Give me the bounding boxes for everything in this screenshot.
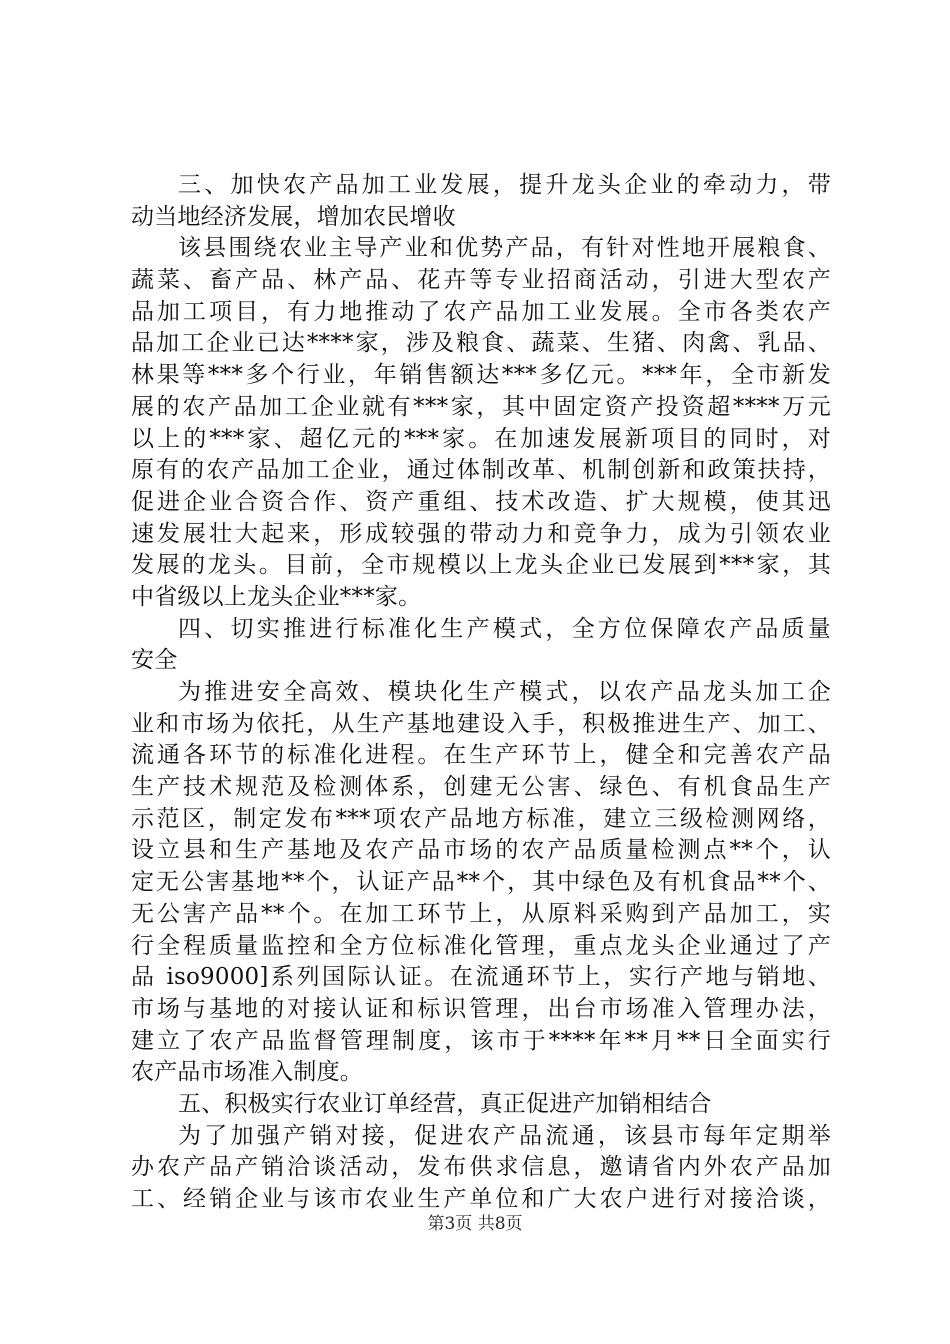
page-footer: 第3页 共8页 — [427, 1214, 523, 1234]
text-line: 原有的农产品加工企业，通过体制改革、机制创新和政策扶持， — [131, 457, 831, 484]
text-line: 四、切实推进行标准化生产模式，全方位保障农产品质量 — [178, 615, 831, 642]
text-line: 品加工企业已达****家，涉及粮食、蔬菜、生猪、肉禽、乳品、 — [131, 330, 831, 357]
text-line: 品加工项目，有力地推动了农产品加工业发展。全市各类农产 — [131, 298, 831, 325]
text-line: 市场与基地的对接认证和标识管理，出台市场准入管理办法， — [131, 995, 831, 1022]
text-line: 中省级以上龙头企业***家。 — [131, 583, 422, 610]
text-line: 办农产品产销洽谈活动，发布供求信息，邀请省内外农产品加 — [131, 1154, 831, 1181]
text-line: 速发展壮大起来，形成较强的带动力和竞争力，成为引领农业 — [131, 520, 831, 547]
text-line: 工、经销企业与该市农业生产单位和广大农户进行对接洽谈， — [131, 1186, 831, 1212]
text-line: 三、加快农产品加工业发展，提升龙头企业的牵动力，带 — [178, 172, 831, 198]
text-line: 流通各环节的标准化进程。在生产环节上，健全和完善农产品 — [131, 742, 831, 769]
text-line: 定无公害基地**个，认证产品**个，其中绿色及有机食品**个、 — [131, 869, 831, 896]
text-line: 行全程质量监控和全方位标准化管理，重点龙头企业通过了产 — [131, 932, 831, 959]
text-line: 动当地经济发展，增加农民增收 — [131, 203, 456, 230]
text-line: 安全 — [131, 647, 178, 674]
text-line: 以上的***家、超亿元的***家。在加速发展新项目的同时，对 — [131, 425, 831, 452]
text-line: 农产品市场准入制度。 — [131, 1059, 363, 1086]
text-line: 为推进安全高效、模块化生产模式，以农产品龙头加工企 — [178, 679, 831, 705]
document-body — [131, 170, 831, 1216]
text-line: 蔬菜、畜产品、林产品、花卉等专业招商活动，引进大型农产 — [131, 267, 831, 294]
text-line: 为了加强产销对接，促进农产品流通，该县市每年定期举 — [178, 1122, 831, 1149]
text-line: 建立了农产品监督管理制度，该市于****年**月**日全面实行 — [131, 1027, 831, 1054]
text-line: 展的农产品加工企业就有***家，其中固定资产投资超****万元 — [131, 393, 831, 420]
text-line: 促进企业合资合作、资产重组、技术改造、扩大规模，使其迅 — [131, 488, 831, 515]
text-line: 生产技术规范及检测体系，创建无公害、绿色、有机食品生产 — [131, 774, 831, 801]
text-line: 无公害产品**个。在加工环节上，从原料采购到产品加工，实 — [131, 900, 831, 927]
text-line: 品 iso9000]系列国际认证。在流通环节上，实行产地与销地、 — [131, 964, 831, 991]
text-line: 示范区，制定发布***项农产品地方标准，建立三级检测网络， — [131, 805, 831, 832]
text-line: 设立县和生产基地及农产品市场的农产品质量检测点**个，认 — [131, 837, 831, 864]
text-line: 业和市场为依托，从生产基地建设入手，积极推进生产、加工、 — [131, 710, 831, 737]
text-line: 该县围绕农业主导产业和优势产品，有针对性地开展粮食、 — [178, 235, 831, 262]
text-line: 发展的龙头。目前，全市规模以上龙头企业已发展到***家，其 — [131, 552, 831, 579]
text-line: 五、积极实行农业订单经营，真正促进产加销相结合 — [178, 1090, 712, 1117]
text-line: 林果等***多个行业，年销售额达***多亿元。***年，全市新发 — [131, 362, 831, 389]
